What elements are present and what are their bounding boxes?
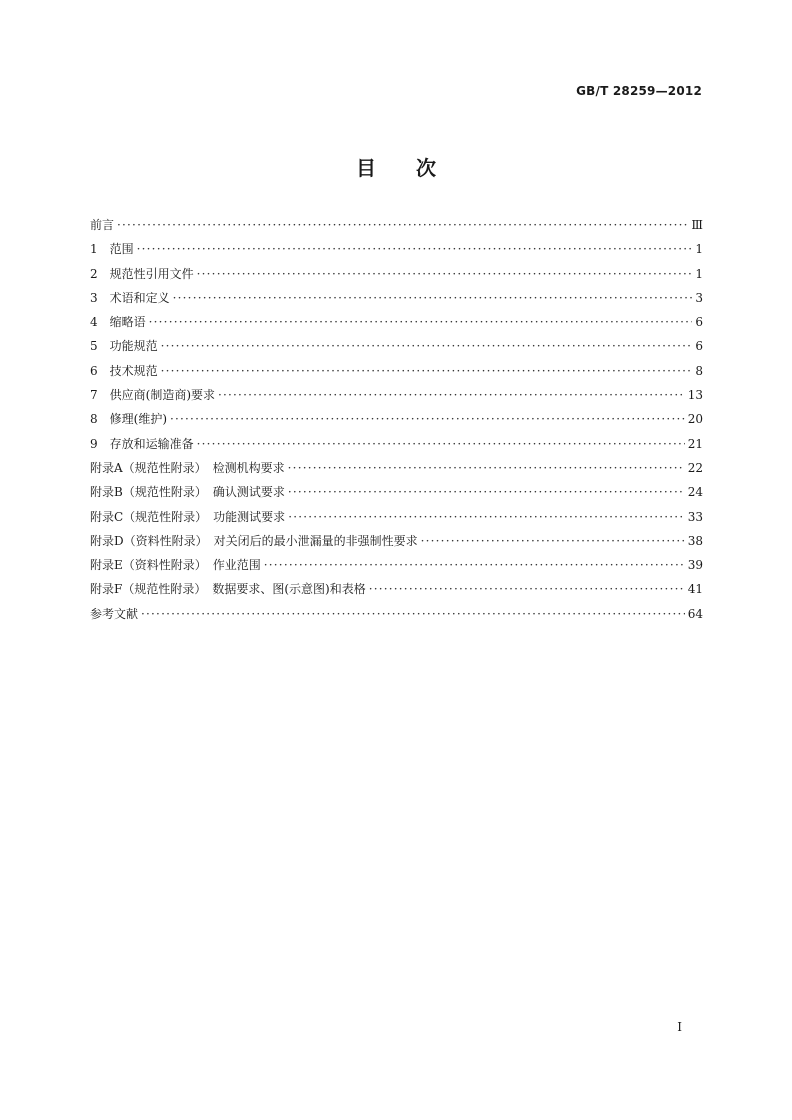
toc-entry-page: 24 xyxy=(687,485,703,500)
toc-entry-label: 附录F（规范性附录） 数据要求、图(示意图)和表格 xyxy=(90,582,366,597)
toc-entry-technical-spec[interactable] xyxy=(90,362,703,386)
dot-leader xyxy=(173,291,693,305)
toc-entry-page: 39 xyxy=(687,558,703,573)
table-of-contents xyxy=(90,216,703,629)
toc-entry-annex-e[interactable] xyxy=(90,556,703,580)
dot-leader xyxy=(161,364,693,378)
dot-leader xyxy=(170,412,685,426)
toc-entry-page: 3 xyxy=(695,290,703,305)
standard-code: GB/T 28259—2012 xyxy=(576,84,702,98)
page-number: Ⅰ xyxy=(677,1020,682,1034)
toc-entry-bibliography[interactable] xyxy=(90,605,703,629)
dot-leader xyxy=(117,218,688,232)
toc-entry-annex-c[interactable] xyxy=(90,508,703,532)
toc-entry-label: 附录B（规范性附录） 确认测试要求 xyxy=(90,485,285,500)
toc-entry-label: 4 缩略语 xyxy=(90,315,146,330)
toc-entry-page: 33 xyxy=(687,509,703,524)
dot-leader xyxy=(421,534,685,548)
dot-leader xyxy=(141,607,685,621)
dot-leader xyxy=(197,267,693,281)
toc-entry-annex-f[interactable] xyxy=(90,580,703,604)
toc-entry-label: 前言 xyxy=(90,218,115,232)
toc-entry-label: 附录C（规范性附录） 功能测试要求 xyxy=(90,509,286,524)
toc-entry-label: 9 存放和运输准备 xyxy=(90,436,194,451)
toc-entry-page: 21 xyxy=(687,436,703,451)
dot-leader xyxy=(149,315,693,329)
toc-entry-page: 20 xyxy=(687,412,703,427)
toc-entry-page: 6 xyxy=(695,315,703,330)
toc-entry-annex-b[interactable] xyxy=(90,483,703,507)
toc-entry-label: 附录A（规范性附录） 检测机构要求 xyxy=(90,460,285,475)
toc-entry-normative-references[interactable] xyxy=(90,265,703,289)
toc-entry-scope[interactable] xyxy=(90,240,703,264)
page-title: 目次 xyxy=(356,156,476,180)
toc-entry-page: 6 xyxy=(695,339,703,354)
toc-entry-label: 5 功能规范 xyxy=(90,339,158,354)
toc-entry-page: 22 xyxy=(687,460,703,475)
toc-entry-page: 1 xyxy=(695,242,703,257)
toc-entry-label: 8 修理(维护) xyxy=(90,412,167,427)
toc-entry-page: 38 xyxy=(687,533,703,548)
dot-leader xyxy=(288,461,685,475)
toc-entry-page: 8 xyxy=(695,363,703,378)
toc-entry-page: Ⅲ xyxy=(691,218,703,232)
dot-leader xyxy=(161,339,693,353)
toc-entry-page: 13 xyxy=(687,388,703,403)
toc-entry-abbreviations[interactable] xyxy=(90,313,703,337)
toc-entry-page: 64 xyxy=(687,606,703,621)
dot-leader xyxy=(264,558,685,572)
toc-entry-terms-definitions[interactable] xyxy=(90,289,703,313)
toc-entry-label: 7 供应商(制造商)要求 xyxy=(90,388,215,403)
dot-leader xyxy=(288,510,685,524)
toc-entry-functional-spec[interactable] xyxy=(90,337,703,361)
toc-entry-label: 6 技术规范 xyxy=(90,363,158,378)
toc-entry-page: 1 xyxy=(695,266,703,281)
toc-entry-foreword[interactable] xyxy=(90,216,703,240)
toc-entry-repair[interactable] xyxy=(90,410,703,434)
dot-leader xyxy=(218,388,685,402)
toc-entry-label: 3 术语和定义 xyxy=(90,290,170,305)
toc-entry-label: 1 范围 xyxy=(90,242,134,257)
toc-entry-annex-d[interactable] xyxy=(90,532,703,556)
toc-entry-page: 41 xyxy=(687,582,703,597)
toc-entry-supplier-requirements[interactable] xyxy=(90,386,703,410)
dot-leader xyxy=(197,437,685,451)
toc-entry-label: 附录E（资料性附录） 作业范围 xyxy=(90,558,261,573)
toc-entry-label: 附录D（资料性附录） 对关闭后的最小泄漏量的非强制性要求 xyxy=(90,533,418,548)
toc-entry-annex-a[interactable] xyxy=(90,459,703,483)
toc-entry-label: 2 规范性引用文件 xyxy=(90,266,194,281)
dot-leader xyxy=(288,485,685,499)
dot-leader xyxy=(369,582,685,596)
dot-leader xyxy=(137,242,693,256)
toc-entry-storage-shipping[interactable] xyxy=(90,435,703,459)
toc-entry-label: 参考文献 xyxy=(90,606,139,621)
